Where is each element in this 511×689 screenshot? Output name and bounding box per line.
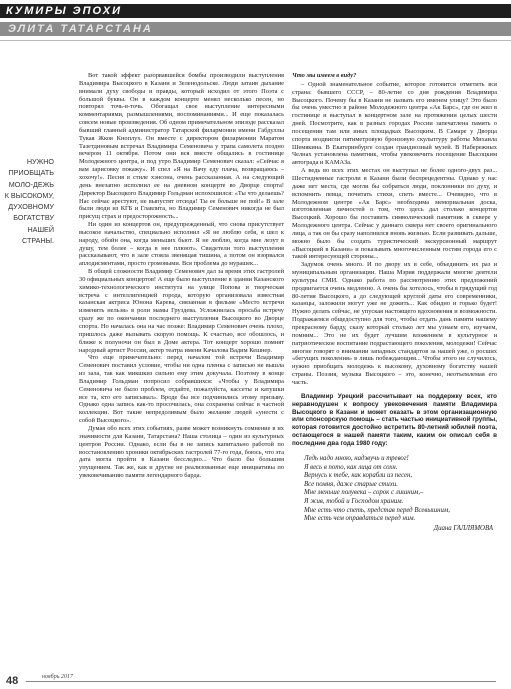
paragraph: А ведь во всех этих местах он выступал не более одного-двух раз... Шестидневные гастроли в Казани были беспрецедентны. Однако у нас даже нет места, где могли бы собраться люди, поклонники по духу, и вспомнить певца, почитать стихи, спеть вместе... Очевидно, что в Молодежном центре «Ак Барс» необходима мемориальная доска, изготовленная личностей о том, что здесь дал столько концертов Высоцкий. Хорошо бы поставить символический памятник в сквере у Молодежного центра. Сейчас у даннаго сквера нет своего оригинального лица, а так он бы сразу наполнился вновь жизнью. Если развивать дальше, можно было бы создать туристический экскурсионный маршрут «Высоцкий в Казани» и показывать многочисленным гостям города его с такой интересующей стороны... <box>292 167 497 261</box>
footer-rule <box>26 681 496 682</box>
poem-line: Ледь надо мною, надзвучь и тревог! <box>304 455 409 463</box>
poem-line: Мне есть что спеть, представ перед Всевышним, <box>304 506 450 514</box>
subheading: Что мы имеем в виду? <box>292 72 357 79</box>
paragraph: Что еще примечательно: перед началом той встречи Владимир Семенович поставил условие, чтобы ни одна пленка с записью не вышла из зала, так как микшкиз сильно ему этим докучала. Поэтому в конце Владимир Гольдман попросил собравшихся: «Чтобы у Владимира Семеновича не было проблем, отдайте, пожалуйста, кассеты и катушки все та, кто его записывал». Вроде бы все подчинились этому призыву. Однако одна запись как-то просочилась, она сохранена сейчас в частной коллекции. Вот такие непредолимым было желание людей «унести с собой Высоцкого». <box>79 354 284 425</box>
article-column-left <box>79 72 284 480</box>
section-subtitle: ЭЛИТА ТАТАРСТАНА <box>8 23 153 35</box>
page-header <box>0 0 511 62</box>
header-rule <box>0 40 511 41</box>
poem-line: Мне есть чем оправдаться перед ним. <box>304 515 416 523</box>
paragraph: Вот такой эффект разорвавшейся бомбы производили выступления Владимира Высоцкого в Казани и Зеленодольске. Люди затаив дыхание внимали духу свободы и правды, который исходил от этого Поэта с большой буквы. Он в каждом концерте менял несколько песен, но повторял точь-в-точь. Обогащал свое выступление интересными комментариями, размышлениями, воспоминаниями... И еще показалась совсем новые произведения. Об одном примечательном эпизоде рассказал бывший главный администратор Татарской филармонии имени Габдуллы Тукая Жков Кноплух. Он вместе с директором филармонии Маратом Тазетдиновым встречал Владимира Семеновича у трапа самолета поздно вечером 11 октября. Потом они вся вместе общались в гостинице Молодежного центра, и под утро Владимир Семенович сказал: «Сейчас я вам зарисовку покажу». И спел «Я на Вачу еду плача, возвращаюсь – хохочу!». Песня в стиле хэнсона, очень рассказанная. А на следующий день внезапно исполнил ее на дневном концерте во Дворце спорта! Директор Высоцкого Владимир Гольдман испохошился: «Ты что делаешь? Нас сейчас арестуют, не выпустят отсюда! Ты ее больше не пой!» В зале были люди из КГБ и Главлита, но Владимир Семенович никогда не был присущ страх и предосторожность... <box>79 72 284 221</box>
poem-line: Вернусь к тебе, как корабли из песен, <box>304 472 413 480</box>
poem-line: Мне меньше полувека – сорок с лишним,– <box>304 489 424 497</box>
paragraph: В общей сложности Владимир Семенович дал за время этих гастролей 30 официальных концертов! А еще было выступление в здании Казанского химико-технологического института на улице Попова и творческая встреча с интеллигенцией города, которую организовала известная казанская актриса Юнона Карева, связанная в фильме «Место встречи изменить нельзя» в роли мамы Груздева. Усложнилась просьба встречу сразу же по окончании последнего выступления Высоцкого во Дворце спорта. Но началась она на час позже: Владимир Семенович очень плохо, пришлось даже вызывать скорую помощь. К счастью, все обошлось, и ближе к полуночи он был в Доме актера. Тот концерт хорошо помнят народный артист России, актер театра имени Качалова Вадим Кешнер. <box>79 268 284 354</box>
poem <box>292 455 497 524</box>
article-column-right <box>292 72 497 533</box>
sidebar-quote: НУЖНО ПРИОБЩАТЬ МОЛО-ДЕЖЬ К ВЫСОКОМУ, ДУХОВНОМУ БОГАТСТВУ НАШЕЙ СТРАНЫ. <box>4 157 54 246</box>
page-footer <box>0 672 511 689</box>
poem-line: Все помня, даже старые стихи. <box>304 480 398 488</box>
section-title: КУМИРЫ ЭПОХИ <box>6 5 123 17</box>
lead-paragraph: Владимир Урецкий рассчитывает на поддержку всех, кто неравнодушен к вопросу увековечения памяти Владимира Высоцкого в Казани и может оказать в этом организационную или спонсорскую помощь – стать частью инициативной группы, которая готовится достойно встретить 80-летний юбилей поэта, остающегося в нашей памяти таким, каким он описал себя в последние два года 1980 году: <box>292 392 497 448</box>
paragraph: Ни один из концертов он, предупрежденный, что снова присутствует высокое начальство, специально исполнил «Я не люблю себя, я шел к народу, обойн она, когда меньших бьют. Я не люблю, когда мне лезут в душу, тем более – когда в нее плюют». Свидетели того выступления рассказывают, что в зале стояла звенящая тишина, а потом он взорвался аплодисментами, просто громовыми. Вся проблема до мурашек... <box>79 221 284 268</box>
poem-line: Я весь в пото, как лица от сохн. <box>304 463 398 471</box>
paragraph: Задумок очень много. И по двору их в себе, объединить их раз и муниципальным организации. Наша Мэрия поддержали многие деятели культуры СМИ. Однако работа по рассмотрению этих предложений продвигается очень медленно. А очень бы хотелось, чтобы в грядущий год 80-летия Высоцкого, а до следующей круглой даты его современники, казанцы, заложили могут уже не дожить... Как обидно и горько будет! Нужно делать сейчас, не упуская настоящего вдохновения и возможности. Подражаемся общедоступно для того, чтобы отдать дань памяти нашему прекрасному барду, сказу который столько лет мы узнаем его, изучаем, помним... Это не их будет лучшим вложением в культурное и патриотическое воспитание подрастающего поколения, молодежи! Сейчас многие говорят о внимании западных стандартов за нашей уже, о росших «бегущих поколения» в лишь побеждающим... Чтобы этого не случилось, нужно приобщать молодежь к высокому, духовному богатству нашей страны. Поэзия, музыка Высоцкого – это, конечно, неотъемлемая его часть. <box>292 261 497 386</box>
poem-line: Я жив, тобой и Господом храним. <box>304 498 404 506</box>
issue-date: ноябрь 2017 <box>42 674 73 680</box>
paragraph: Думая обо всех этих событиях, разве может возникнуть сомнение в их значимости для Казани, Татарстана? Наша столица – один из культурных центров России. Однако, если бы в не запись капитально работой по восстановлению хроники октябрьских гастролей 77-го года, боюсь, что эта дата могла пройти в Казани бесследно... Что было бы большим упущением. Так же, как и другие не реализованные еще инициативы по увековечиванию памяти легендарного барда. <box>79 424 284 480</box>
page-number: 48 <box>6 675 19 687</box>
paragraph: – Одной знаменательное событие, которое готовится отметить вся страна: бывшего СССР, – 80-летие со дня рождения Владимира Высоцкого. Почему бы в Казани не назвать его именем улицу? Это было бы очень уместно в районе Молодежного центра «Ак Барс», где он жил в гостинице и выступал в концертном зале на протяжении целых шести дней. Посмотрите, как в разных городах России запечатлена память о посещении там или иных площадках Высоцким. В Самаре у Дворца спорта воздвигли пятиметровую бронзовую скульптуру работы Михаила Шемякина. В Екатеринбурге создан грандиозный музей. В Набережных Челнах установлена памятник, чтобы увековечить посещение Высоцким автограда и КАМАЗа. <box>292 80 497 167</box>
author-byline: Диана ГАЛЛЯМОВА <box>433 524 493 532</box>
